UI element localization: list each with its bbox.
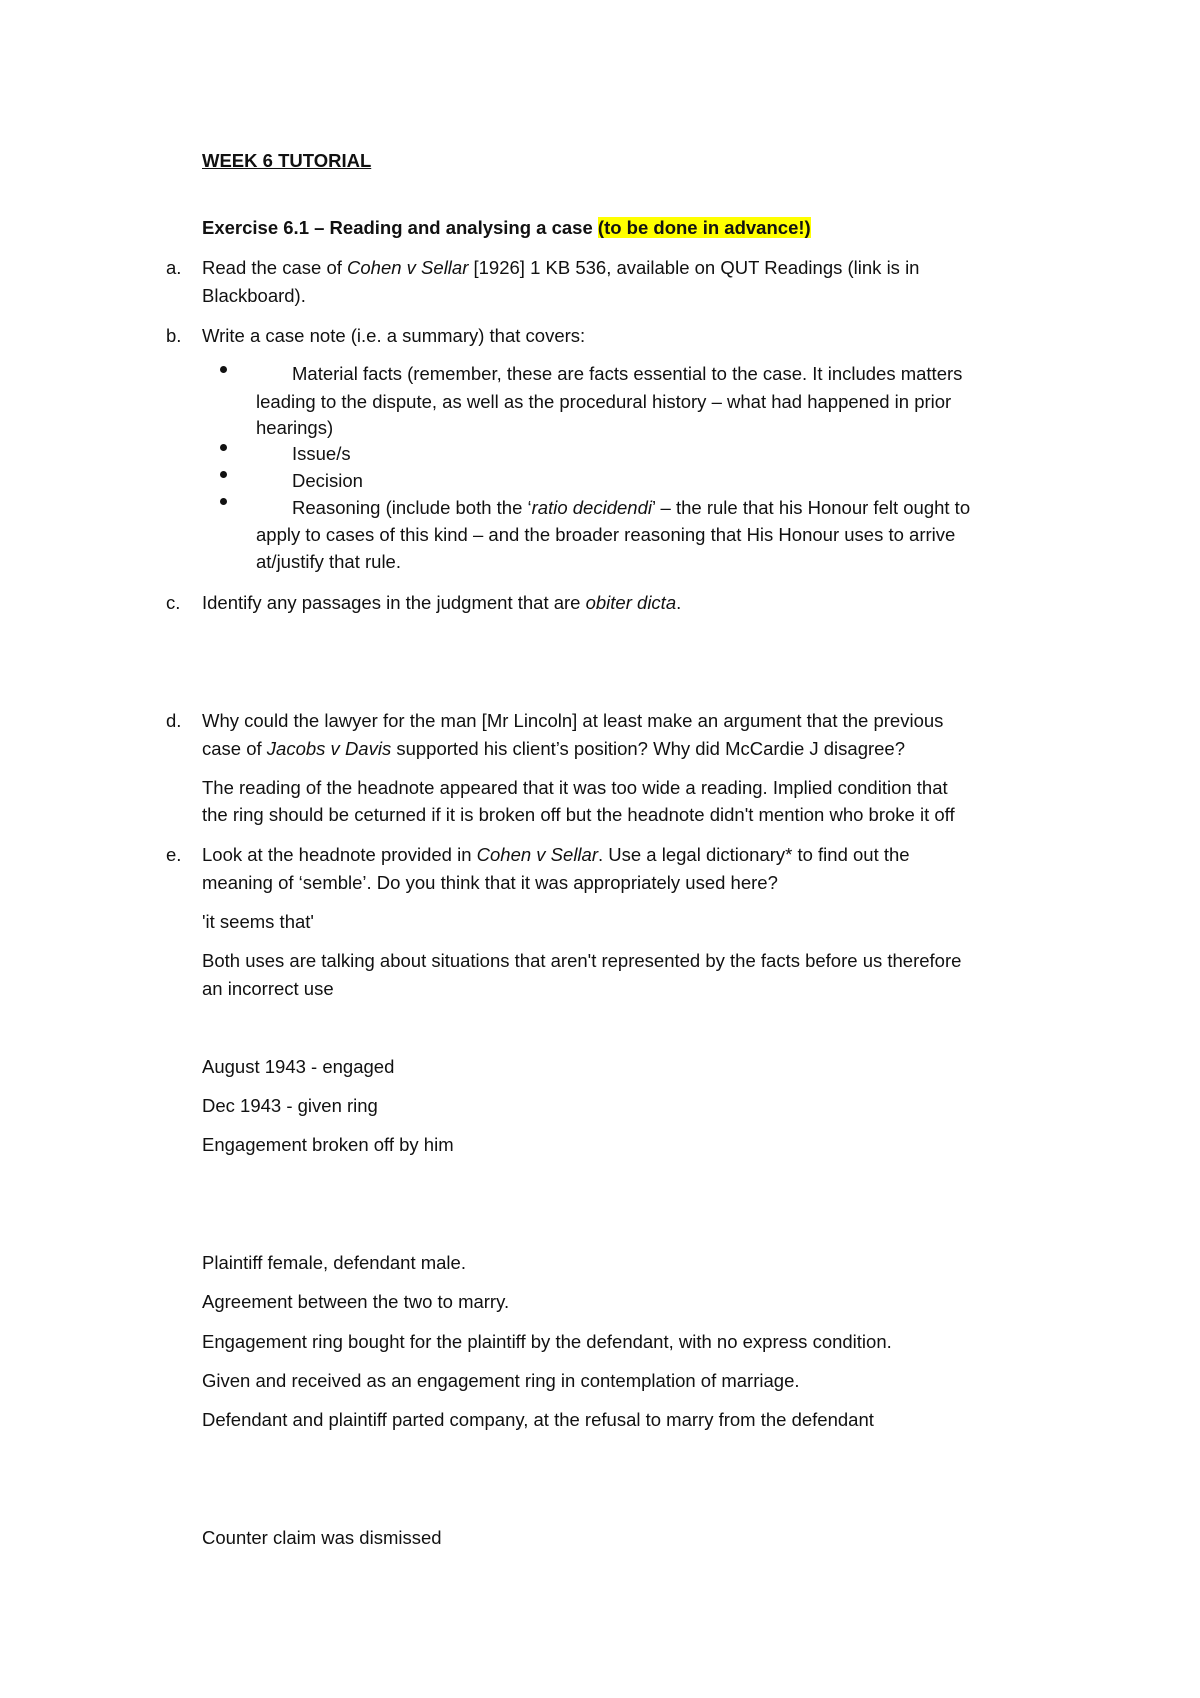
item-a-line2: Blackboard). xyxy=(202,285,306,306)
note-line: Given and received as an engagement ring in contemplation of marriage. xyxy=(202,1370,800,1391)
bullet-issues: Issue/s xyxy=(292,443,351,464)
bullet-dot xyxy=(220,444,227,451)
item-e-answer-line3: an incorrect use xyxy=(202,978,334,999)
note-line: Plaintiff female, defendant male. xyxy=(202,1252,466,1273)
item-e-post: . Use a legal dictionary* to find out the xyxy=(597,844,910,865)
item-b-text: Write a case note (i.e. a summary) that covers: xyxy=(202,325,586,346)
item-a-text-cont: [1926] 1 KB 536, available on QUT Readings (link is in xyxy=(468,257,920,278)
note-line: Engagement ring bought for the plaintiff by the defendant, with no express condition. xyxy=(202,1331,892,1352)
bullet-dot xyxy=(220,498,227,505)
bullet-decision: Decision xyxy=(292,470,363,491)
item-a-case-name: Cohen v Sellar xyxy=(347,257,469,278)
list-marker-d: d. xyxy=(166,710,182,731)
note-line: Engagement broken off by him xyxy=(202,1134,454,1155)
list-marker-a: a. xyxy=(166,257,182,278)
bullet-dot xyxy=(220,366,227,373)
list-marker-b: b. xyxy=(166,325,182,346)
note-line: August 1943 - engaged xyxy=(202,1056,395,1077)
item-a-text: Read the case of xyxy=(202,257,348,278)
exercise-heading-text: Exercise 6.1 – Reading and analysing a case xyxy=(202,217,593,238)
note-line: Dec 1943 - given ring xyxy=(202,1095,378,1116)
exercise-heading xyxy=(202,216,811,240)
item-e-answer-line2: Both uses are talking about situations that aren't represented by the facts before us therefore xyxy=(202,950,962,971)
item-d-line2 xyxy=(202,737,905,761)
list-marker-c: c. xyxy=(166,592,181,613)
reasoning-text: Reasoning (include both the ‘ xyxy=(292,497,532,518)
item-c-post: . xyxy=(676,592,682,613)
bullet-material-facts-line2: leading to the dispute, as well as the procedural history – what had happened in prior xyxy=(256,391,952,412)
item-d-pre: case of xyxy=(202,738,267,759)
item-a-line1 xyxy=(202,256,919,280)
exercise-highlight: (to be done in advance!) xyxy=(597,217,811,238)
item-d-line1: Why could the lawyer for the man [Mr Lincoln] at least make an argument that the previous xyxy=(202,710,944,731)
item-e-pre: Look at the headnote provided in xyxy=(202,844,477,865)
item-e-case-name: Cohen v Sellar xyxy=(476,844,598,865)
page-title: WEEK 6 TUTORIAL xyxy=(202,150,372,171)
reasoning-text-cont: ’ – the rule that his Honour felt ought to xyxy=(651,497,971,518)
item-e-answer-line1: 'it seems that' xyxy=(202,911,314,932)
item-e-line2: meaning of ‘semble’. Do you think that it was appropriately used here? xyxy=(202,872,778,893)
bullet-material-facts-line1: Material facts (remember, these are facts essential to the case. It includes matters xyxy=(292,363,963,384)
item-c-text xyxy=(202,591,681,615)
item-d-answer-line2: the ring should be ceturned if it is broken off but the headnote didn't mention who broke it off xyxy=(202,804,955,825)
reasoning-ratio: ratio decidendi xyxy=(531,497,652,518)
note-line: Counter claim was dismissed xyxy=(202,1527,442,1548)
note-line: Defendant and plaintiff parted company, at the refusal to marry from the defendant xyxy=(202,1409,874,1430)
item-e-line1 xyxy=(202,843,910,867)
item-d-case-name: Jacobs v Davis xyxy=(266,738,392,759)
bullet-reasoning-line2: apply to cases of this kind – and the broader reasoning that His Honour uses to arrive xyxy=(256,524,956,545)
item-c-pre: Identify any passages in the judgment that are xyxy=(202,592,586,613)
item-c-obiter: obiter dicta xyxy=(585,592,677,613)
bullet-material-facts-line3: hearings) xyxy=(256,417,334,438)
item-d-post: supported his client’s position? Why did McCardie J disagree? xyxy=(391,738,906,759)
list-marker-e: e. xyxy=(166,844,182,865)
bullet-dot xyxy=(220,471,227,478)
bullet-reasoning-line1 xyxy=(292,496,970,520)
note-line: Agreement between the two to marry. xyxy=(202,1291,510,1312)
bullet-reasoning-line3: at/justify that rule. xyxy=(256,551,401,572)
item-d-answer-line1: The reading of the headnote appeared that it was too wide a reading. Implied condition that xyxy=(202,777,948,798)
